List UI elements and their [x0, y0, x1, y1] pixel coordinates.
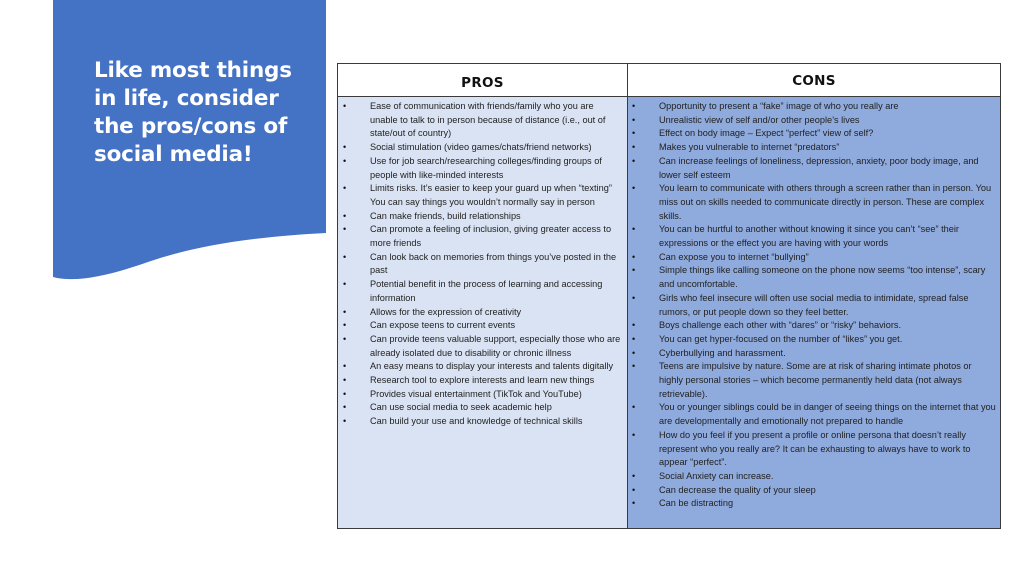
bullet-icon: •: [632, 142, 636, 153]
list-item-text: Ease of communication with friends/family who you are unable to talk to in person because of distance (i.e., out of state/out of country): [370, 101, 606, 139]
list-item: [628, 333, 1000, 347]
list-item: [628, 292, 1000, 319]
bullet-icon: •: [343, 361, 347, 372]
list-item-text: Can expose you to internet “bullying”: [659, 251, 809, 262]
list-item: [628, 401, 1000, 428]
list-item: [628, 319, 1000, 333]
list-item: [628, 141, 1000, 155]
list-item-text: Effect on body image – Expect “perfect” view of self?: [659, 128, 874, 139]
bullet-icon: •: [632, 101, 636, 111]
list-item-text: Can be distracting: [659, 498, 734, 509]
list-item: [338, 210, 627, 224]
list-item: [628, 223, 1000, 250]
cons-list: [628, 97, 1000, 511]
bullet-icon: •: [343, 402, 347, 413]
pros-cons-table: [337, 63, 1001, 529]
list-item: [628, 470, 1000, 484]
bullet-icon: •: [343, 388, 347, 399]
list-item-text: Research tool to explore interests and learn new things: [370, 375, 595, 386]
bullet-icon: •: [343, 306, 347, 317]
list-item-text: Social stimulation (video games/chats/friend networks): [370, 142, 592, 153]
bullet-icon: •: [632, 470, 636, 481]
bullet-icon: •: [632, 484, 636, 495]
bullet-icon: •: [343, 375, 347, 386]
cons-header: CONS: [628, 64, 1000, 97]
list-item-text: You learn to communicate with others through a screen rather than in person. You miss out on skills needed to communicate directly in person. These are complex skills.: [659, 183, 992, 221]
list-item: [628, 127, 1000, 141]
pros-header: PROS: [338, 64, 627, 97]
bullet-icon: •: [632, 347, 636, 358]
bullet-icon: •: [632, 429, 636, 440]
pros-column: [338, 64, 628, 528]
list-item: [628, 429, 1000, 470]
list-item-text: You can get hyper-focused on the number of “likes” you get.: [659, 333, 903, 344]
pros-list: [338, 97, 627, 429]
list-item-text: You or younger siblings could be in danger of seeing things on the internet that you are developmentally and emotionally not prepared to handle: [659, 402, 996, 427]
bullet-icon: •: [632, 155, 636, 166]
list-item: [338, 223, 627, 250]
list-item-text: Girls who feel insecure will often use social media to intimidate, spread false rumors, or put people down so they feel better.: [659, 292, 969, 317]
bullet-icon: •: [343, 333, 347, 344]
slide-title: Like most things in life, consider the pros/cons of social media!: [94, 58, 292, 167]
list-item-text: Can decrease the quality of your sleep: [659, 484, 816, 495]
list-item-text: An easy means to display your interests and talents digitally: [370, 361, 614, 372]
list-item: [628, 347, 1000, 361]
bullet-icon: •: [343, 416, 347, 427]
cons-column: [628, 64, 1000, 528]
bullet-icon: •: [343, 101, 347, 111]
list-item: [338, 100, 627, 141]
bullet-icon: •: [632, 333, 636, 344]
list-item: [338, 306, 627, 320]
list-item: [338, 333, 627, 360]
bullet-icon: •: [632, 265, 636, 276]
list-item: [628, 264, 1000, 291]
bullet-icon: •: [632, 224, 636, 235]
list-item-text: Unrealistic view of self and/or other people’s lives: [659, 114, 860, 125]
list-item-text: Boys challenge each other with “dares” or “risky” behaviors.: [659, 320, 902, 331]
list-item-text: Use for job search/researching colleges/finding groups of people with like-minded interests: [370, 155, 602, 180]
bullet-icon: •: [343, 224, 347, 235]
list-item: [338, 155, 627, 182]
list-item: [628, 114, 1000, 128]
list-item: [628, 360, 1000, 401]
list-item-text: You can be hurtful to another without knowing it since you can’t “see” their expressions or the effect you are having with your words: [659, 224, 959, 249]
bullet-icon: •: [343, 155, 347, 166]
bullet-icon: •: [632, 183, 636, 194]
bullet-icon: •: [343, 183, 347, 194]
list-item: [628, 251, 1000, 265]
list-item-text: Makes you vulnerable to internet “predators”: [659, 142, 840, 153]
list-item: [338, 415, 627, 429]
list-item-text: Provides visual entertainment (TikTok and YouTube): [370, 388, 582, 399]
list-item-text: Can promote a feeling of inclusion, giving greater access to more friends: [370, 224, 612, 249]
list-item-text: Can expose teens to current events: [370, 320, 516, 331]
bullet-icon: •: [343, 320, 347, 331]
list-item: [338, 319, 627, 333]
list-item-text: Opportunity to present a “fake” image of who you really are: [659, 101, 899, 111]
list-item-text: Can build your use and knowledge of technical skills: [370, 416, 583, 427]
list-item-text: Can make friends, build relationships: [370, 210, 521, 221]
list-item-text: Potential benefit in the process of learning and accessing information: [370, 279, 603, 303]
list-item: [628, 497, 1000, 511]
list-item: [628, 100, 1000, 114]
list-item: [628, 155, 1000, 182]
list-item-text: Allows for the expression of creativity: [370, 306, 522, 317]
bullet-icon: •: [632, 402, 636, 413]
bullet-icon: •: [343, 142, 347, 153]
list-item-text: How do you feel if you present a profile or online persona that doesn’t really represent who you really are? It can be exhausting to always have to work to appear “perfect”.: [659, 429, 971, 468]
list-item-text: Social Anxiety can increase.: [659, 470, 774, 481]
list-item: [338, 278, 627, 305]
list-item: [628, 182, 1000, 223]
list-item-text: Limits risks. It’s easier to keep your guard up when “texting” You can say things you wouldn’t normally say in person: [370, 183, 612, 207]
bullet-icon: •: [632, 498, 636, 509]
list-item: [338, 251, 627, 278]
pros-body: [338, 97, 627, 528]
list-item: [338, 401, 627, 415]
bullet-icon: •: [632, 128, 636, 139]
list-item: [338, 360, 627, 374]
list-item-text: Can look back on memories from things you’ve posted in the past: [370, 251, 617, 276]
list-item-text: Can use social media to seek academic help: [370, 402, 552, 413]
list-item-text: Teens are impulsive by nature. Some are at risk of sharing intimate photos or highly personal stories – which become permanently held data (not always retrievable).: [659, 361, 972, 399]
list-item-text: Simple things like calling someone on the phone now seems “too intense”, scary and uncomfortable.: [659, 265, 986, 290]
list-item-text: Cyberbullying and harassment.: [659, 347, 786, 358]
bullet-icon: •: [343, 279, 347, 290]
bullet-icon: •: [343, 210, 347, 221]
bullet-icon: •: [632, 320, 636, 331]
list-item: [628, 484, 1000, 498]
list-item-text: Can increase feelings of loneliness, depression, anxiety, poor body image, and lower self esteem: [659, 155, 979, 180]
list-item: [338, 182, 627, 209]
bullet-icon: •: [632, 292, 636, 303]
bullet-icon: •: [632, 361, 636, 372]
cons-body: [628, 97, 1000, 528]
bullet-icon: •: [343, 251, 347, 262]
list-item-text: Can provide teens valuable support, especially those who are already isolated due to disability or chronic illness: [370, 333, 621, 358]
bullet-icon: •: [632, 251, 636, 262]
list-item: [338, 141, 627, 155]
list-item: [338, 374, 627, 388]
list-item: [338, 388, 627, 402]
bullet-icon: •: [632, 114, 636, 125]
